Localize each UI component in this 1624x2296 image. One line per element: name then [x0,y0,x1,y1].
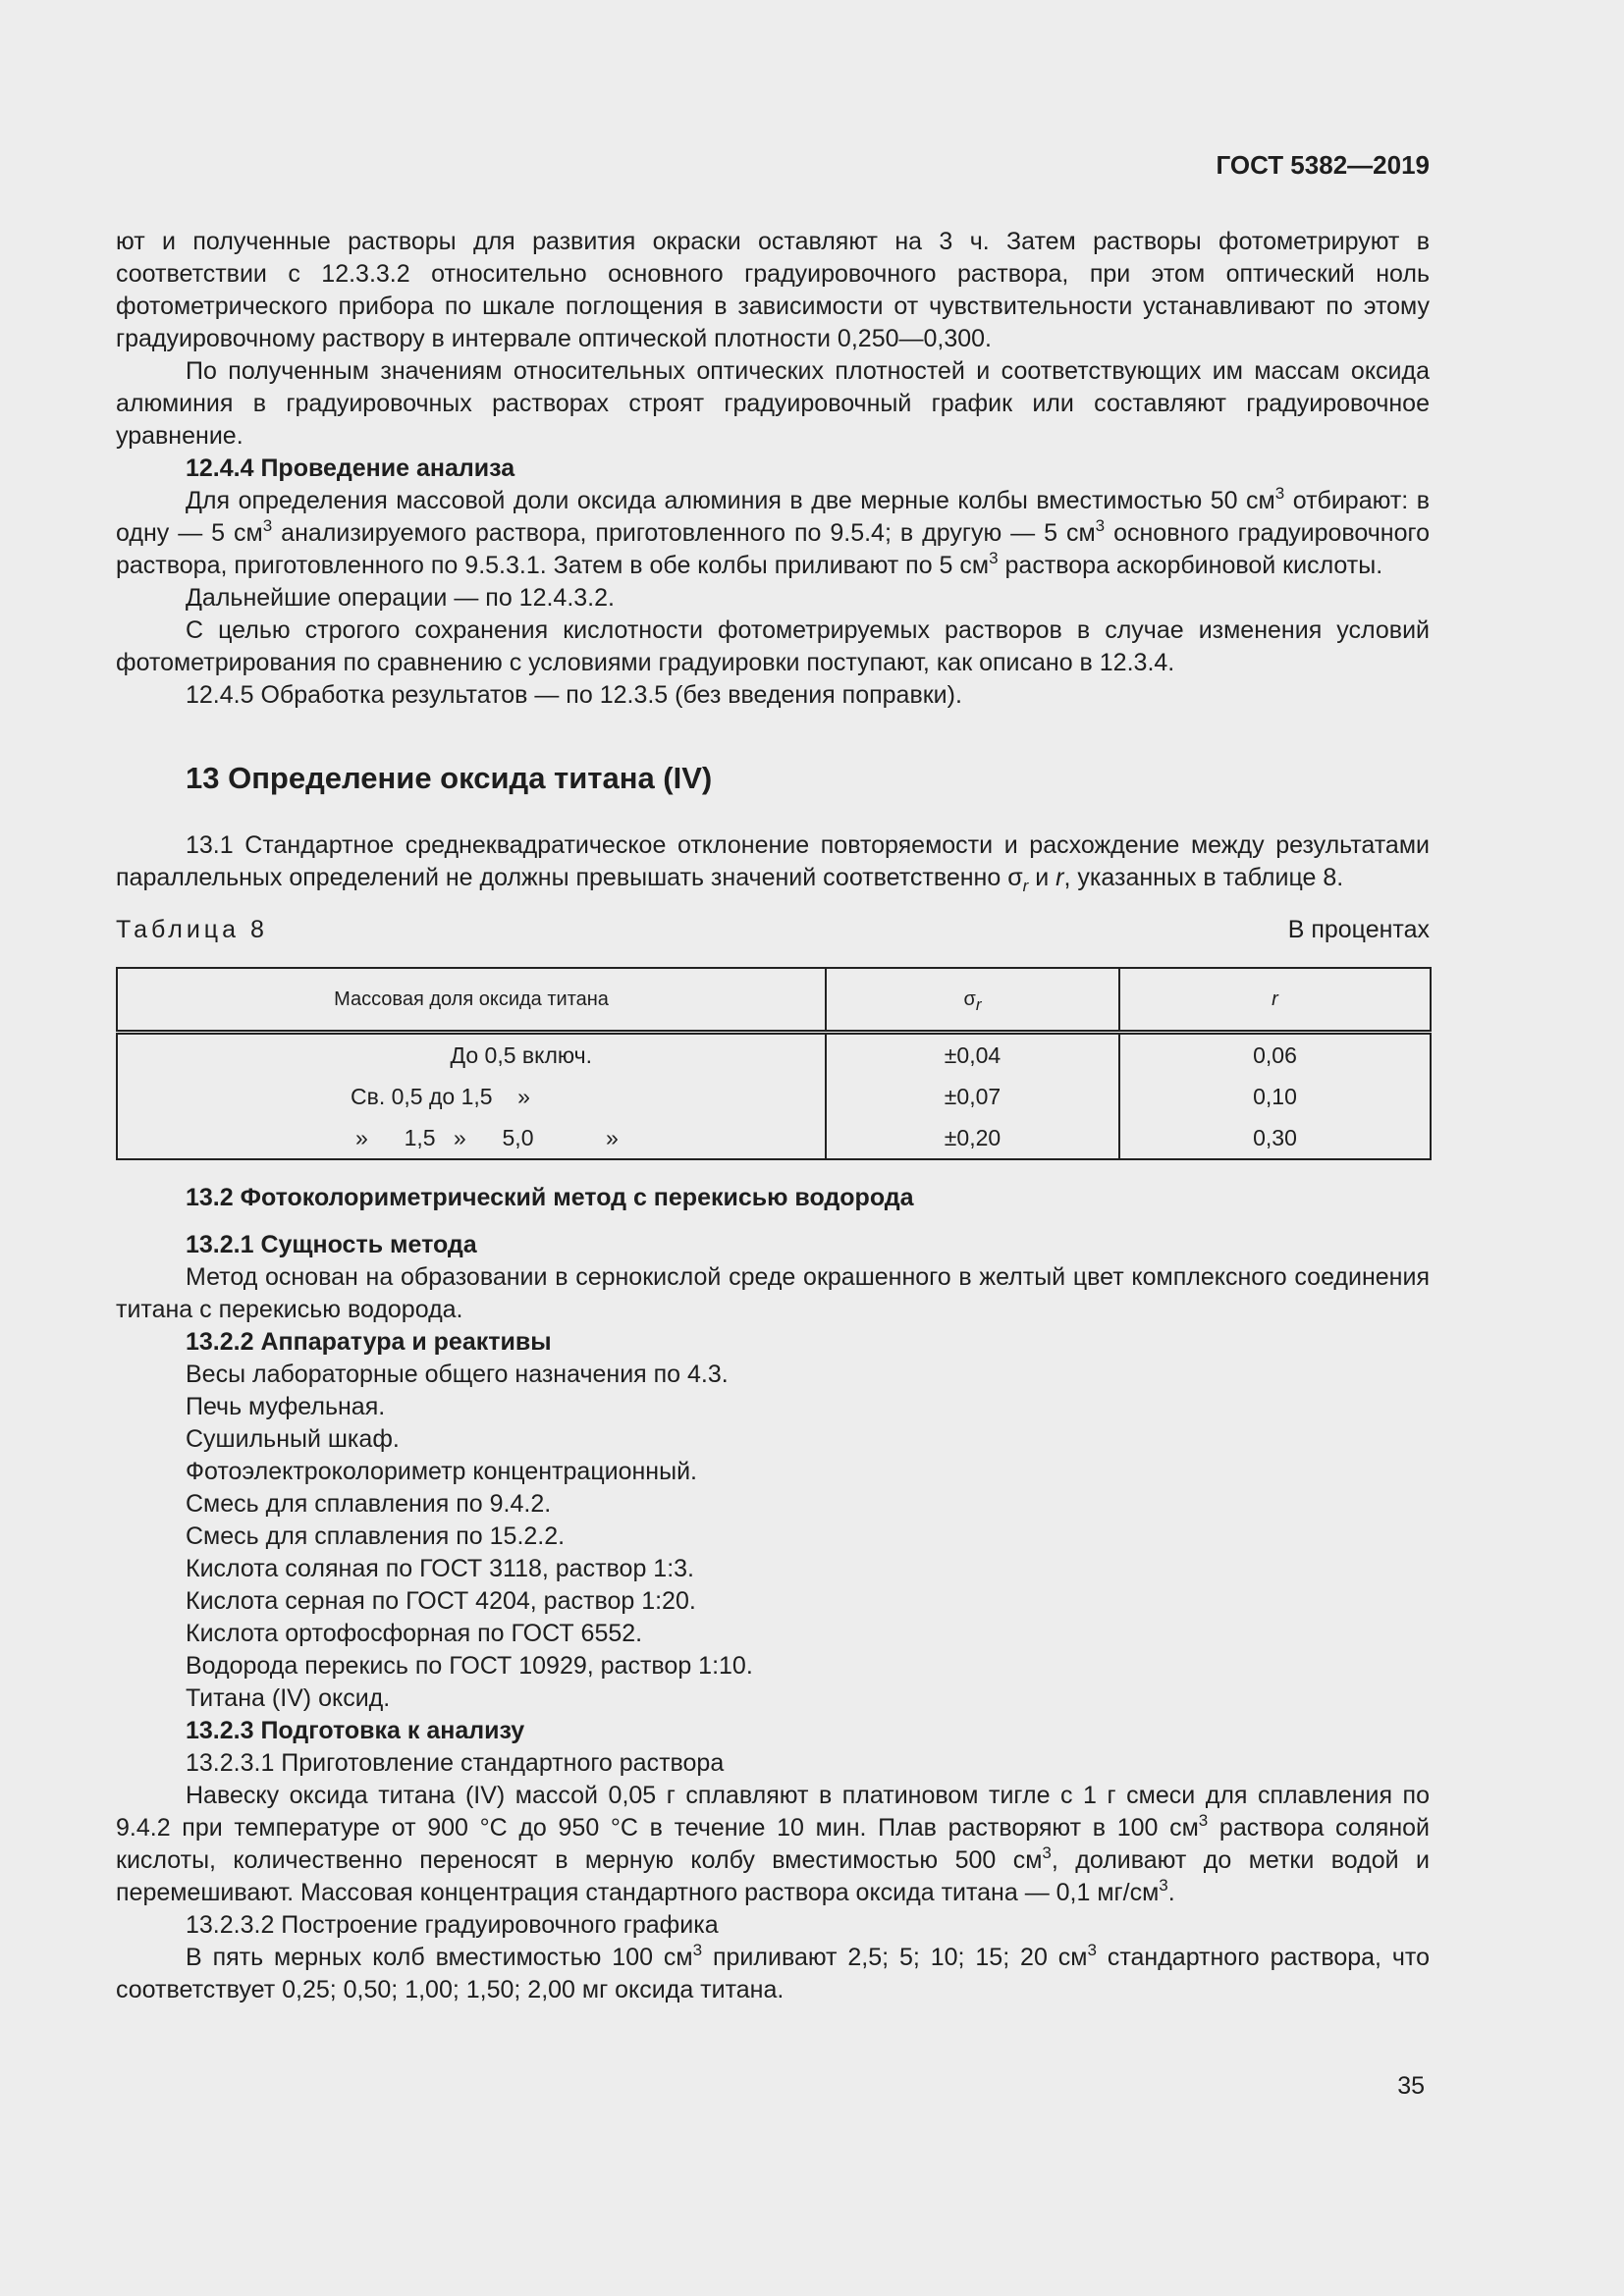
subsection-heading: 13.2.2 Аппаратура и реактивы [186,1328,552,1356]
table-row [117,1076,1431,1117]
paragraph: 13.2.3.2 Построение градуировочного графика [186,1911,719,1939]
page-content [116,226,1430,2006]
subsection-heading: 13.2.3 Подготовка к анализу [186,1717,525,1744]
cell-r: 0,10 [1119,1076,1431,1117]
paragraph: ют и полученные растворы для развития окраски оставляют на 3 ч. Затем растворы фотометрируют в соответствии с 12.3.3.2 относительно основного градуировочного раствора, при этом оптический ноль фотометрического прибора по шкале поглощения в зависимости от чувствительности устанавливают по этому градуировочному раствору в интервале оптической плотности 0,250—0,300. [116,228,1430,352]
section-title: 13 Определение оксида титана (IV) [186,761,713,795]
list-item: Смесь для сплавления по 9.4.2. [186,1490,552,1518]
list-item: Кислота ортофосфорная по ГОСТ 6552. [186,1620,643,1647]
table-units: В процентах [1287,916,1430,943]
cell-mass-fraction: » 1,5 » 5,0 » [117,1117,826,1159]
equipment-list [116,1359,1430,1715]
cell-sigma: ±0,07 [826,1076,1119,1117]
table-row [117,1117,1431,1159]
paragraph: 12.4.5 Обработка результатов — по 12.3.5 (без введения поправки). [186,681,962,709]
subsection-heading: 13.2.1 Сущность метода [186,1231,477,1258]
subsection-heading: 12.4.4 Проведение анализа [186,454,515,482]
table-header-row [117,968,1431,1033]
list-item: Весы лабораторные общего назначения по 4.3. [186,1361,729,1388]
table-caption: Таблица 8 [116,916,268,943]
list-item: Кислота серная по ГОСТ 4204, раствор 1:20. [186,1587,696,1615]
table-row [117,1033,1431,1077]
paragraph: 13.2.3.1 Приготовление стандартного раствора [186,1749,725,1777]
paragraph: Навеску оксида титана (IV) массой 0,05 г сплавляют в платиновом тигле с 1 г смеси для сплавления по 9.4.2 при температуре от 900 °С до 950 °С в течение 10 мин. Плав растворяют в 100 $см^3$ раствора соляной кислоты, количественно переносят в мерную колбу вместимостью 500 $см^3$, доливают до метки водой и перемешивают. Массовая концентрация стандартного раствора оксида титана — 0,1 $мг/см^3$. [116,1782,1430,1906]
cell-sigma: ±0,04 [826,1033,1119,1077]
paragraph: Дальнейшие операции — по 12.4.3.2. [186,584,615,612]
list-item: Водорода перекись по ГОСТ 10929, раствор 1:10. [186,1652,753,1680]
cell-mass-fraction: До 0,5 включ. [117,1033,826,1077]
list-item: Смесь для сплавления по 15.2.2. [186,1522,566,1550]
cell-r: 0,06 [1119,1033,1431,1077]
paragraph: 13.1 Стандартное среднеквадратическое отклонение повторяемости и расхождение между результатами параллельных определений не должны превышать значений соответственно $\sigma_r$ и r, указанных в таблице 8. [116,831,1430,895]
subsection-heading: 13.2 Фотоколориметрический метод с перекисью водорода [186,1184,914,1211]
list-item: Печь муфельная. [186,1393,386,1420]
document-id: ГОСТ 5382—2019 [1216,150,1430,180]
list-item: Кислота соляная по ГОСТ 3118, раствор 1:3. [186,1555,694,1582]
header-mass-fraction: Массовая доля оксида титана [117,968,826,1033]
header-r: r [1119,968,1431,1033]
page-number: 35 [1397,2072,1425,2100]
paragraph: В пять мерных колб вместимостью 100 $см^3$ приливают 2,5; 5; 10; 15; 20 $см^3$ стандартного раствора, что соответствует 0,25; 0,50; 1,00; 1,50; 2,00 мг оксида титана. [116,1940,1430,2003]
list-item: Титана (IV) оксид. [186,1684,391,1712]
list-item: Фотоэлектроколориметр концентрационный. [186,1458,697,1485]
paragraph: По полученным значениям относительных оптических плотностей и соответствующих им массам оксида алюминия в градуировочных растворах строят градуировочный график или составляют градуировочное уравнение. [116,357,1430,450]
cell-r: 0,30 [1119,1117,1431,1159]
header-sigma-r: $\sigma_r$ [826,968,1119,1033]
paragraph: С целью строгого сохранения кислотности фотометрируемых растворов в случае изменения условий фотометрирования по сравнению с условиями градуировки поступают, как описано в 12.3.4. [116,616,1430,676]
list-item: Сушильный шкаф. [186,1425,400,1453]
cell-mass-fraction: Св. 0,5 до 1,5 » [117,1076,826,1117]
table-8 [116,967,1432,1160]
paragraph: Для определения массовой доли оксида алюминия в две мерные колбы вместимостью 50 $см^3$ отбирают: в одну — 5 $см^3$ анализируемого раствора, приготовленного по 9.5.4; в другую — 5 $см^3$ основного градуировочного раствора, приготовленного по 9.5.3.1. Затем в обе колбы приливают по 5 $см^3$ раствора аскорбиновой кислоты. [116,483,1431,579]
paragraph: Метод основан на образовании в сернокислой среде окрашенного в желтый цвет комплексного соединения титана с перекисью водорода. [116,1263,1430,1323]
table-caption-row [116,914,1430,946]
cell-sigma: ±0,20 [826,1117,1119,1159]
